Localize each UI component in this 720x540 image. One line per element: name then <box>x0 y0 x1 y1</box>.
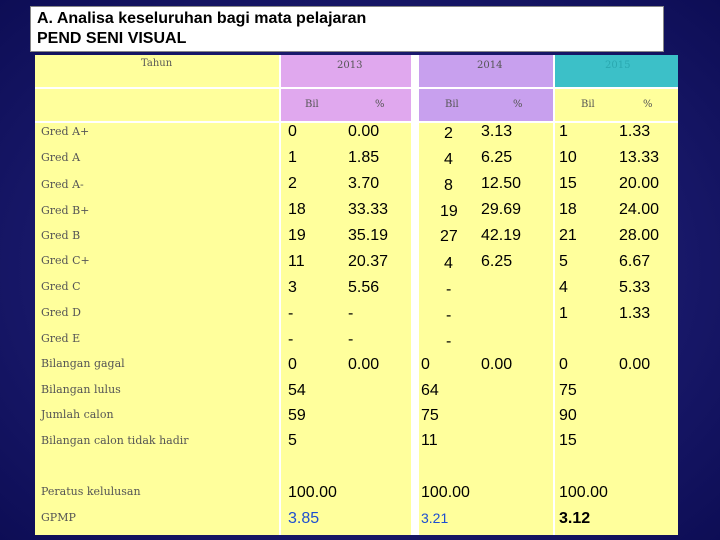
cell-2015-pct: 24.00 <box>619 201 660 218</box>
cell-2013-bil: 3 <box>288 279 297 296</box>
cell-2014-bil: - <box>446 307 452 324</box>
column-divider <box>553 55 555 535</box>
cell-2014-pct: 3.13 <box>481 123 513 140</box>
row-label-gred-a: Gred A <box>41 151 81 164</box>
row-label-gred-c-plus: Gred C+ <box>41 254 90 267</box>
cell-2015-bil: 1 <box>559 123 568 140</box>
cell-2014-bil: - <box>446 333 452 350</box>
cell-2013-bil: 0 <box>288 123 297 140</box>
row-label-bilangan-lulus: Bilangan lulus <box>41 383 121 396</box>
cell-2014-bil: 2 <box>444 125 453 142</box>
cell-2013-pct: 20.37 <box>348 253 389 270</box>
cell-2013-pct: 0.00 <box>348 123 380 140</box>
row-label-gpmp: GPMP <box>41 511 76 524</box>
row-label-gred-b: Gred B <box>41 229 81 242</box>
row-label-gred-d: Gred D <box>41 306 81 319</box>
cell-2013-pct: 5.56 <box>348 279 380 296</box>
cell-2013-lulus: 54 <box>288 382 306 399</box>
cell-2014-pct: 6.25 <box>481 149 513 166</box>
pct-2014-header: % <box>513 99 523 110</box>
subheader-2013-cell <box>281 89 411 121</box>
bil-2014-header: Bil <box>445 99 459 110</box>
cell-2013-bil: 1 <box>288 149 297 166</box>
cell-2015-pct: 1.33 <box>619 123 651 140</box>
year-2014-label: 2014 <box>477 60 503 71</box>
cell-2015-calon: 90 <box>559 407 577 424</box>
pct-2015-header: % <box>643 99 653 110</box>
cell-2015-lulus: 75 <box>559 382 577 399</box>
cell-2015-bil: 5 <box>559 253 568 270</box>
cell-2013-calon: 59 <box>288 407 306 424</box>
cell-2015-pct: 20.00 <box>619 175 660 192</box>
cell-2015-gpmp: 3.12 <box>559 510 591 527</box>
cell-2013-bil: 2 <box>288 175 297 192</box>
cell-2014-bil: 27 <box>440 228 458 245</box>
cell-2013-bil: 11 <box>288 253 305 270</box>
results-table <box>35 55 678 535</box>
cell-2013-peratus: 100.00 <box>288 484 337 501</box>
row-label-gred-c: Gred C <box>41 280 81 293</box>
cell-2014-bil: 8 <box>444 177 453 194</box>
row-label-tidak-hadir: Bilangan calon tidak hadir <box>41 434 189 447</box>
cell-2014-tidak-hadir: 11 <box>421 432 438 449</box>
tahun-label: Tahun <box>141 58 173 69</box>
cell-2015-pct: 6.67 <box>619 253 651 270</box>
cell-2015-bil: 21 <box>559 227 577 244</box>
cell-2013-pct: - <box>348 305 354 322</box>
cell-2013-bil: - <box>288 305 294 322</box>
cell-2013-pct: 1.85 <box>348 149 380 166</box>
column-2015 <box>555 55 678 535</box>
cell-2014-bil: - <box>446 281 452 298</box>
subheader-blank-cell <box>35 89 281 121</box>
cell-2014-gpmp: 3.21 <box>421 510 449 526</box>
cell-2015-tidak-hadir: 15 <box>559 432 577 449</box>
cell-2015-pct: 28.00 <box>619 227 660 244</box>
cell-2015-pct: 13.33 <box>619 149 660 166</box>
row-divider <box>35 87 678 89</box>
cell-2014-gagal-bil: 0 <box>421 356 430 373</box>
row-label-gred-a-plus: Gred A+ <box>41 125 90 138</box>
cell-2013-pct: 35.19 <box>348 227 389 244</box>
cell-2014-peratus: 100.00 <box>421 484 470 501</box>
cell-2013-gagal-pct: 0.00 <box>348 356 380 373</box>
title-line-1: A. Analisa keseluruhan bagi mata pelajaran <box>37 10 367 27</box>
pct-2013-header: % <box>375 99 385 110</box>
cell-2014-pct: 6.25 <box>481 253 513 270</box>
cell-2015-gagal-pct: 0.00 <box>619 356 651 373</box>
cell-2014-calon: 75 <box>421 407 439 424</box>
cell-2013-pct: - <box>348 331 354 348</box>
cell-2013-tidak-hadir: 5 <box>288 432 297 449</box>
row-label-peratus-kelulusan: Peratus kelulusan <box>41 485 141 498</box>
cell-2014-bil: 4 <box>444 255 453 272</box>
cell-2015-pct: 5.33 <box>619 279 651 296</box>
cell-2013-pct: 3.70 <box>348 175 380 192</box>
year-2013-label: 2013 <box>337 60 363 71</box>
subheader-2015-cell <box>555 89 678 121</box>
cell-2013-pct: 33.33 <box>348 201 389 218</box>
subheader-2014-cell <box>419 89 555 121</box>
row-label-gred-e: Gred E <box>41 332 81 345</box>
title-line-2: PEND SENI VISUAL <box>37 30 187 47</box>
cell-2014-bil: 19 <box>440 203 458 220</box>
cell-2014-bil: 4 <box>444 151 453 168</box>
cell-2013-bil: 19 <box>288 227 306 244</box>
row-label-jumlah-calon: Jumlah calon <box>41 408 114 421</box>
cell-2014-pct: 29.69 <box>481 201 522 218</box>
cell-2015-bil: 15 <box>559 175 577 192</box>
cell-2013-gpmp: 3.85 <box>288 510 320 527</box>
cell-2015-peratus: 100.00 <box>559 484 608 501</box>
column-2013 <box>281 55 411 535</box>
slide-title <box>30 6 664 52</box>
cell-2015-bil: 10 <box>559 149 577 166</box>
cell-2015-gagal-bil: 0 <box>559 356 568 373</box>
cell-2015-pct: 1.33 <box>619 305 651 322</box>
column-divider <box>411 55 419 535</box>
cell-2014-pct: 12.50 <box>481 175 522 192</box>
row-label-gred-b-plus: Gred B+ <box>41 204 90 217</box>
cell-2014-lulus: 64 <box>421 382 439 399</box>
cell-2015-bil: 18 <box>559 201 577 218</box>
cell-2014-gagal-pct: 0.00 <box>481 356 513 373</box>
cell-2013-bil: - <box>288 331 294 348</box>
column-divider <box>279 55 281 535</box>
cell-2013-gagal-bil: 0 <box>288 356 297 373</box>
year-2015-label: 2015 <box>605 60 631 71</box>
bil-2013-header: Bil <box>305 99 319 110</box>
cell-2015-bil: 4 <box>559 279 568 296</box>
cell-2015-bil: 1 <box>559 305 568 322</box>
cell-2014-pct: 42.19 <box>481 227 522 244</box>
bil-2015-header: Bil <box>581 99 595 110</box>
cell-2013-bil: 18 <box>288 201 306 218</box>
row-label-gred-a-minus: Gred A- <box>41 178 84 191</box>
row-label-bilangan-gagal: Bilangan gagal <box>41 357 125 370</box>
